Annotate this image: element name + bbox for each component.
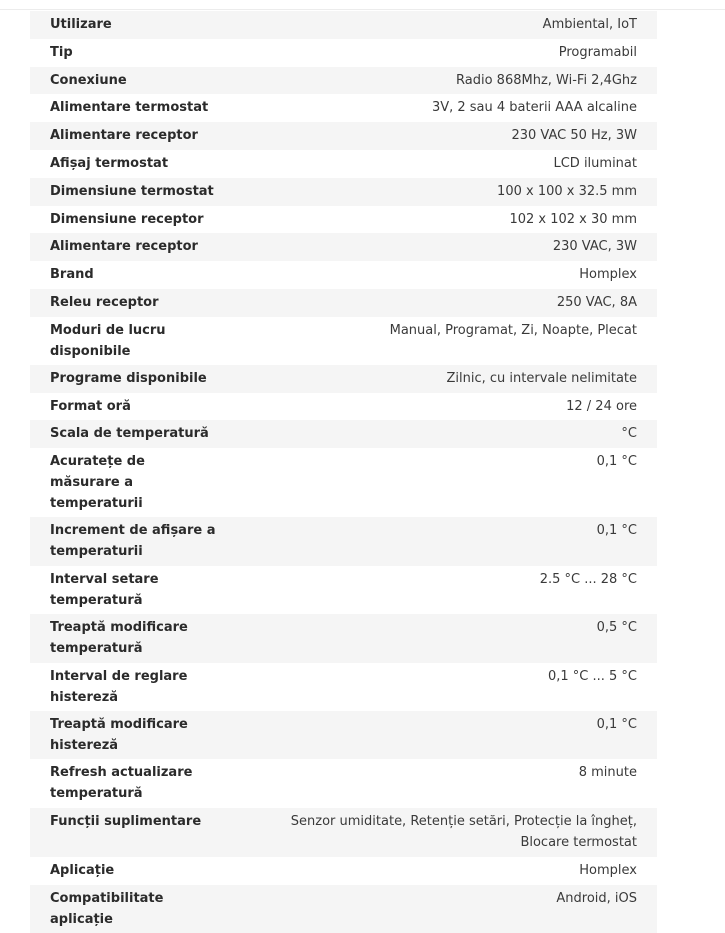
spec-label: Programe disponibile (50, 370, 207, 386)
table-row (30, 614, 657, 663)
spec-value: Android, iOS (556, 890, 637, 906)
spec-value: 0,1 °C (596, 454, 637, 470)
spec-label: Interval de reglare histereză (50, 669, 188, 706)
spec-label: Tip (50, 44, 73, 60)
spec-value: Manual, Programat, Zi, Noapte, Plecat (389, 322, 637, 338)
table-row (30, 11, 657, 39)
table-row (30, 233, 657, 261)
table-row (30, 365, 657, 393)
table-row (30, 150, 657, 178)
spec-label: Brand (50, 267, 94, 283)
table-row (30, 317, 657, 365)
spec-label: Utilizare (50, 17, 112, 32)
spec-label: Dimensiune termostat (50, 183, 214, 199)
top-divider (0, 9, 725, 10)
table-row (30, 393, 657, 421)
table-row (30, 122, 657, 150)
table-row (30, 857, 657, 885)
spec-value: Homplex (579, 863, 637, 879)
spec-label: Aplicație (50, 863, 115, 879)
spec-label: Interval setare temperatură (50, 572, 159, 609)
spec-value: Programabil (558, 44, 637, 60)
spec-label: Acuratețe de măsurare a temperaturii (50, 454, 145, 512)
spec-label: Releu receptor (50, 294, 159, 310)
spec-label: Compatibilitate aplicație (50, 890, 164, 927)
specifications-table (30, 11, 657, 933)
spec-value: Radio 868Mhz, Wi-Fi 2,4Ghz (456, 72, 637, 88)
table-row (30, 206, 657, 234)
table-row (30, 261, 657, 289)
table-row (30, 39, 657, 67)
table-row (30, 94, 657, 122)
spec-value: 100 x 100 x 32.5 mm (497, 183, 637, 199)
spec-value: 230 VAC, 3W (552, 239, 637, 255)
spec-label: Alimentare receptor (50, 239, 198, 255)
spec-value: Ambiental, IoT (542, 17, 637, 32)
spec-value: 8 minute (578, 765, 637, 781)
spec-label: Treaptă modificare temperatură (50, 620, 188, 657)
table-row (30, 448, 657, 517)
spec-value: 12 / 24 ore (566, 398, 637, 414)
spec-label: Funcții suplimentare (50, 814, 202, 830)
spec-value: 250 VAC, 8A (556, 294, 637, 310)
spec-value: 0,5 °C (596, 620, 637, 636)
spec-label: Afișaj termostat (50, 155, 169, 171)
spec-label: Conexiune (50, 72, 127, 88)
table-row (30, 885, 657, 933)
table-row (30, 808, 657, 857)
spec-value: 3V, 2 sau 4 baterii AAA alcaline (431, 100, 637, 116)
spec-value: 0,1 °C (596, 717, 637, 733)
spec-value: Homplex (579, 267, 637, 283)
table-row (30, 67, 657, 95)
table-row (30, 711, 657, 759)
spec-label: Refresh actualizare temperatură (50, 765, 193, 802)
spec-value: 102 x 102 x 30 mm (509, 211, 637, 227)
spec-value: 0,1 °C (596, 523, 637, 539)
spec-value: Senzor umiditate, Retenție setări, Protecție la îngheț, Blocare termostat (290, 814, 637, 851)
spec-value: 2.5 °C ... 28 °C (539, 572, 637, 588)
spec-label: Moduri de lucru disponibile (50, 322, 166, 359)
spec-value: Zilnic, cu intervale nelimitate (446, 370, 637, 386)
spec-label: Scala de temperatură (50, 426, 209, 442)
spec-label: Alimentare termostat (50, 100, 209, 116)
table-row (30, 663, 657, 711)
spec-label: Increment de afișare a temperaturii (50, 523, 216, 560)
table-row (30, 420, 657, 448)
spec-value: 230 VAC 50 Hz, 3W (511, 128, 637, 144)
table-row (30, 517, 657, 566)
table-row (30, 566, 657, 614)
table-row (30, 759, 657, 808)
spec-label: Treaptă modificare histereză (50, 717, 188, 754)
spec-label: Format oră (50, 398, 131, 414)
spec-value: 0,1 °C ... 5 °C (547, 669, 637, 685)
spec-value: LCD iluminat (553, 155, 637, 171)
spec-label: Alimentare receptor (50, 128, 198, 144)
spec-label: Dimensiune receptor (50, 211, 204, 227)
spec-value: °C (621, 426, 637, 442)
table-row (30, 289, 657, 317)
table-row (30, 178, 657, 206)
